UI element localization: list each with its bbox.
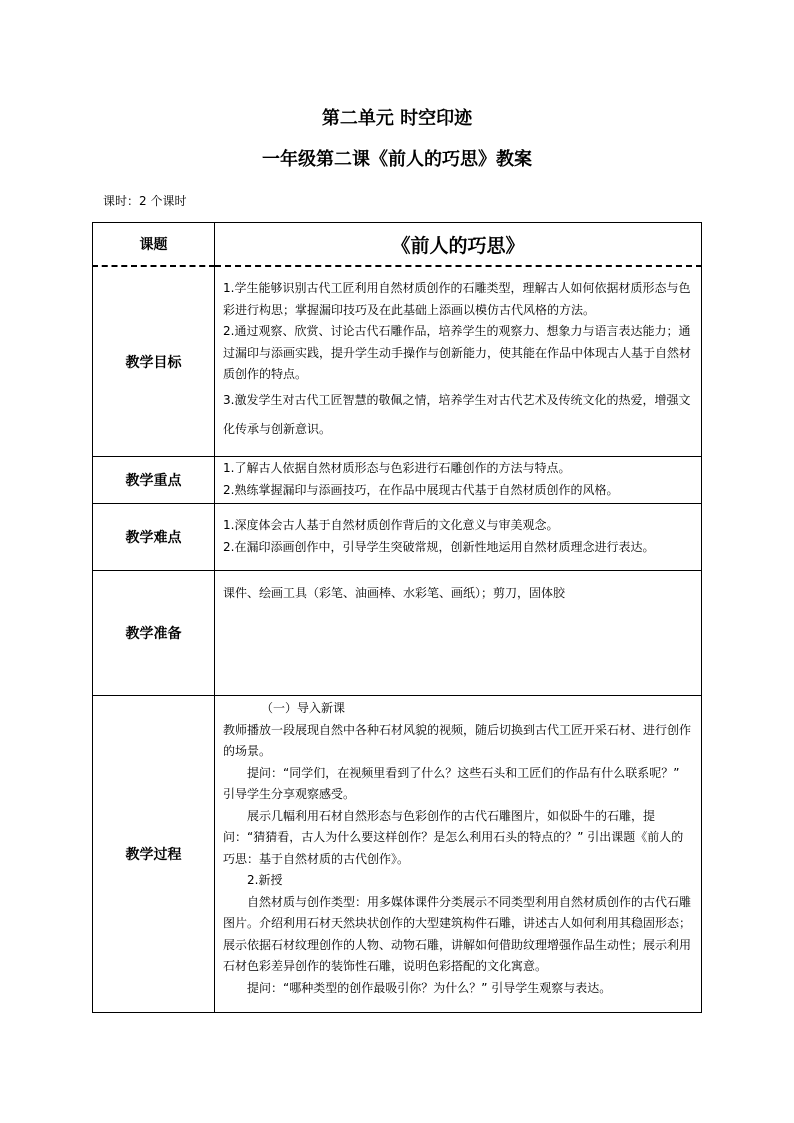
key-points-label: 教学重点 [93, 457, 215, 504]
process-paragraph: 提问：“同学们，在视频里看到了什么？这些石头和工匠们的作品有什么联系呢？” 引导学生分享观察感受。 [223, 765, 680, 801]
lesson-plan-title: 一年级第二课《前人的巧思》教案 [262, 149, 532, 170]
goals-content [215, 266, 702, 457]
topic-label: 课题 [93, 223, 215, 267]
row-difficulties [93, 504, 702, 571]
process-paragraph: 自然材质与创作类型：用多媒体课件分类展示不同类型利用自然材质创作的古代石雕图片。介绍利用石材天然块状创作的大型建筑构件石雕，讲述古人如何利用其稳固形态；展示依据石材纹理创作的人物、动物石雕，讲解如何借助纹理增强作品生动性；展示利用石材色彩差异创作的装饰性石雕，说明色彩搭配的文化寓意。 [223, 894, 692, 973]
row-key-points [93, 457, 702, 504]
topic-value: 《前人的巧思》 [215, 223, 702, 267]
process-label: 教学过程 [93, 696, 215, 1013]
key-point-item: 2.熟练掌握漏印与添画技巧，在作品中展现古代基于自然材质创作的风格。 [223, 482, 619, 497]
process-section-heading: （一）导入新课 [261, 701, 346, 715]
goal-item: 2.通过观察、欣赏、讨论古代石雕作品，培养学生的观察力、想象力与语言表达能力；通过漏印与添画实践，提升学生动手操作与创新能力，使其能在作品中体现古人基于自然材质创作的特点。 [223, 324, 692, 382]
row-process [93, 696, 702, 1013]
unit-title: 第二单元 时空印迹 [321, 108, 473, 129]
process-content [215, 696, 702, 1013]
lesson-plan-table [92, 222, 702, 1013]
row-preparation [93, 571, 702, 696]
difficulty-item: 1.深度体会古人基于自然材质创作背后的文化意义与审美观念。 [223, 518, 559, 532]
goal-item: 3.激发学生对古代工匠智慧的敬佩之情，培养学生对古代艺术及传统文化的热爱，增强文化传承与创新意识。 [223, 392, 691, 436]
class-hours: 课时：2 个课时 [103, 194, 187, 208]
row-topic [93, 223, 702, 267]
process-section-heading: 2.新授 [247, 873, 283, 887]
difficulties-content [215, 504, 702, 571]
difficulty-item: 2.在漏印添画创作中，引导学生突破常规，创新性地运用自然材质理念进行表达。 [223, 539, 655, 554]
goal-item: 1.学生能够识别古代工匠利用自然材质创作的石雕类型，理解古人如何依据材质形态与色彩进行构思；掌握漏印技巧及在此基础上添画以模仿古代风格的方法。 [223, 281, 691, 317]
process-paragraph: 展示几幅利用石材自然形态与色彩创作的古代石雕图片，如似卧牛的石雕，提问：“猜猜看，古人为什么要这样创作？是怎么利用石头的特点的？” 引出课题《前人的巧思：基于自然材质的古代创作》。 [223, 808, 684, 866]
key-point-item: 1.了解古人依据自然材质形态与色彩进行石雕创作的方法与特点。 [223, 461, 571, 475]
difficulties-label: 教学难点 [93, 504, 215, 571]
preparation-content [215, 571, 702, 696]
process-paragraph: 提问：“哪种类型的创作最吸引你？为什么？” 引导学生观察与表达。 [247, 980, 612, 995]
row-goals [93, 266, 702, 457]
goals-label: 教学目标 [93, 266, 215, 457]
process-paragraph: 教师播放一段展现自然中各种石材风貌的视频，随后切换到古代工匠开采石材、进行创作的场景。 [223, 722, 692, 758]
preparation-text: 课件、绘画工具（彩笔、油画棒、水彩笔、画纸）；剪刀，固体胶 [223, 586, 566, 600]
key-points-content [215, 457, 702, 504]
preparation-label: 教学准备 [93, 571, 215, 696]
